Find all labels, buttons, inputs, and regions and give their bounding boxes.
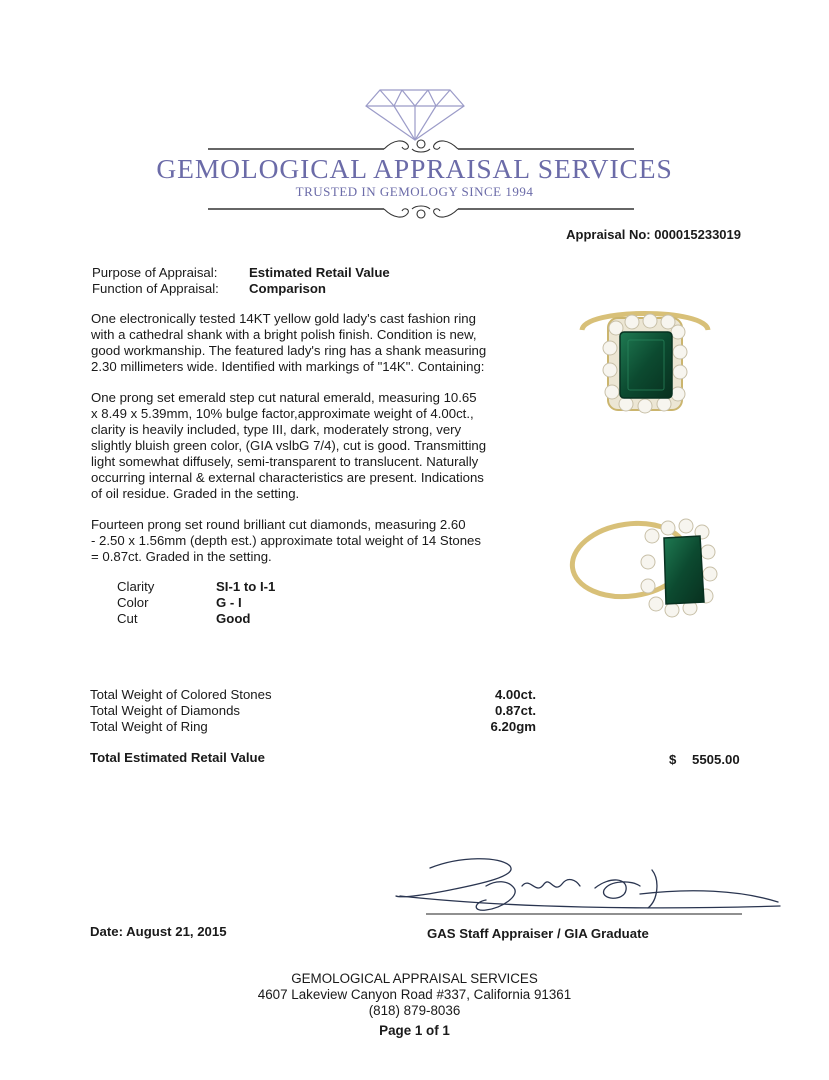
- total-colored-label: Total Weight of Colored Stones: [90, 687, 272, 702]
- signer-title: GAS Staff Appraiser / GIA Graduate: [427, 926, 649, 941]
- logo-company-name: GEMOLOGICAL APPRAISAL SERVICES: [156, 153, 673, 184]
- ring-photo-front: [570, 300, 720, 420]
- description-line: good workmanship. The featured lady's ring has a shank measuring: [91, 343, 487, 358]
- appraisal-date: Date: August 21, 2015: [90, 924, 227, 939]
- function-value: Comparison: [249, 281, 326, 296]
- signature-image: [390, 850, 785, 920]
- ornament-top: [208, 135, 634, 155]
- description-line: occurring internal & external characteristics are present. Indications: [91, 470, 484, 485]
- color-label: Color: [117, 595, 149, 610]
- description-line: slightly bluish green color, (GIA vslbG 7/4), cut is good. Transmitting: [91, 438, 487, 453]
- description-line: with a cathedral shank with a bright polish finish. Condition is new,: [91, 327, 477, 342]
- description-line: clarity is heavily included, type III, dark, moderately strong, very: [91, 422, 462, 437]
- description-line: x 8.49 x 5.39mm, 10% bulge factor,approximate weight of 4.00ct.,: [91, 406, 474, 421]
- description-line: One prong set emerald step cut natural emerald, measuring 10.65: [91, 390, 477, 405]
- description-line: - 2.50 x 1.56mm (depth est.) approximate total weight of 14 Stones: [91, 533, 481, 548]
- color-value: G - I: [216, 595, 242, 610]
- description-line: = 0.87ct. Graded in the setting.: [91, 549, 272, 564]
- function-label: Function of Appraisal:: [92, 281, 219, 296]
- diamond-description: [91, 517, 511, 565]
- description-line: 2.30 millimeters wide. Identified with markings of "14K". Containing:: [91, 359, 485, 374]
- logo-tagline: TRUSTED IN GEMOLOGY SINCE 1994: [295, 184, 534, 199]
- purpose-label: Purpose of Appraisal:: [92, 265, 218, 280]
- clarity-label: Clarity: [117, 579, 155, 594]
- description-line: of oil residue. Graded in the setting.: [91, 486, 300, 501]
- diamond-icon: [360, 82, 470, 142]
- total-ring-label: Total Weight of Ring: [90, 719, 208, 734]
- ring-photo-angle: [568, 512, 724, 624]
- ring-description: [91, 311, 511, 375]
- cut-label: Cut: [117, 611, 138, 626]
- total-value-amount: 5505.00: [692, 752, 740, 767]
- purpose-value: Estimated Retail Value: [249, 265, 390, 280]
- total-ring-value: 6.20gm: [490, 719, 536, 734]
- description-line: light somewhat diffusely, semi-transparent to translucent. Naturally: [91, 454, 479, 469]
- footer-phone: (818) 879-8036: [368, 1003, 461, 1018]
- clarity-value: SI-1 to I-1: [216, 579, 276, 594]
- description-line: One electronically tested 14KT yellow gold lady's cast fashion ring: [91, 311, 476, 326]
- emerald-description: [91, 390, 511, 502]
- currency-symbol: $: [669, 752, 677, 767]
- description-line: Fourteen prong set round brilliant cut diamonds, measuring 2.60: [91, 517, 466, 532]
- total-diamonds-label: Total Weight of Diamonds: [90, 703, 241, 718]
- appraisal-number: Appraisal No: 000015233019: [566, 227, 741, 242]
- total-colored-value: 4.00ct.: [494, 687, 536, 702]
- footer-company: GEMOLOGICAL APPRAISAL SERVICES: [291, 971, 538, 986]
- page-number: Page 1 of 1: [379, 1023, 450, 1038]
- footer-address: 4607 Lakeview Canyon Road #337, California 91361: [257, 987, 572, 1002]
- total-value-label: Total Estimated Retail Value: [90, 750, 265, 765]
- cut-value: Good: [216, 611, 251, 626]
- ornament-bottom: [208, 200, 634, 222]
- total-diamonds-value: 0.87ct.: [494, 703, 536, 718]
